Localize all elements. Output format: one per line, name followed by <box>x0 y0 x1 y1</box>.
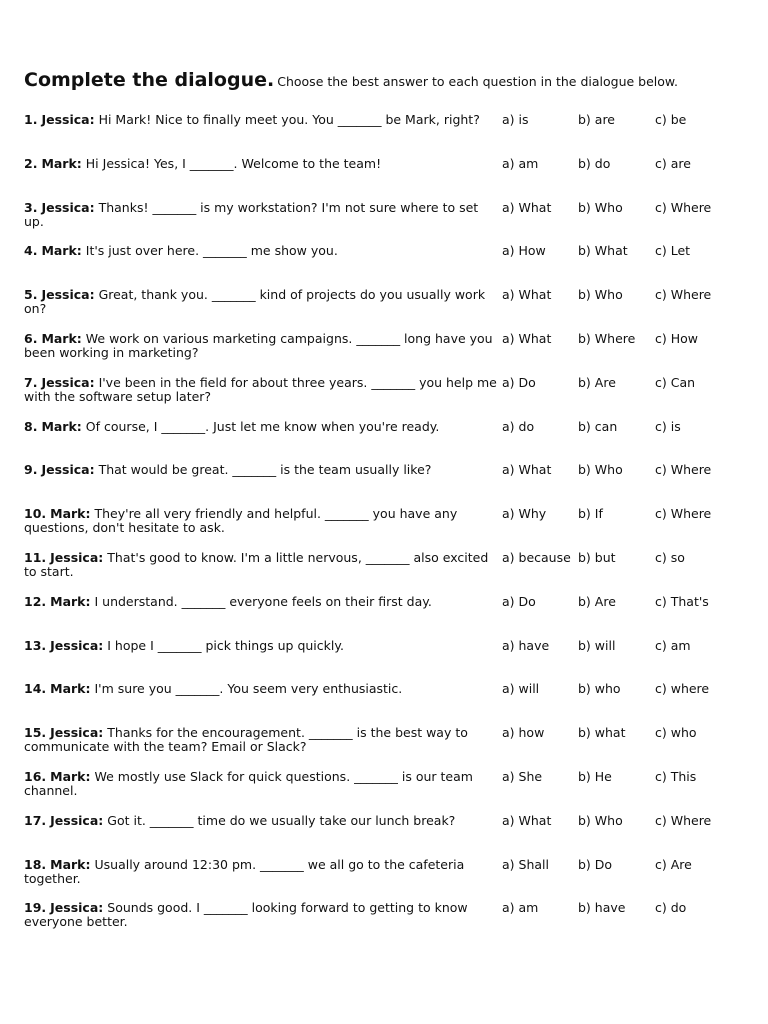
question-number: 16. <box>24 768 47 784</box>
speaker-name: Mark: <box>50 856 91 872</box>
question-text <box>24 463 498 477</box>
option-b: b) are <box>578 112 615 127</box>
question-row <box>24 770 744 814</box>
option-b: b) Who <box>578 199 623 215</box>
dialogue-line: Of course, I _______. Just let me know when you're ready. <box>85 418 440 434</box>
option-b: b) If <box>578 506 603 522</box>
speaker-name: Jessica: <box>41 374 95 390</box>
page-title <box>24 69 678 91</box>
speaker-name: Mark: <box>41 330 82 346</box>
question-number: 13. <box>24 637 47 653</box>
option-c: c) do <box>655 900 687 916</box>
question-text <box>24 376 498 404</box>
option-b: b) What <box>578 243 628 259</box>
dialogue-line: I've been in the field for about three years. _______ you help me with the software setup later? <box>24 374 497 404</box>
question-row <box>24 288 744 332</box>
option-a: a) how <box>502 725 545 741</box>
option-c: c) How <box>655 330 698 346</box>
question-row <box>24 244 744 288</box>
dialogue-line: Hi Jessica! Yes, I _______. Welcome to the team! <box>85 155 382 171</box>
option-b: b) Who <box>578 287 623 303</box>
question-text <box>24 814 498 828</box>
option-c: c) is <box>655 418 681 434</box>
question-number: 6. <box>24 330 38 346</box>
question-row <box>24 420 744 464</box>
option-b: b) Are <box>578 593 616 609</box>
question-row <box>24 376 744 420</box>
option-a: a) do <box>502 418 535 434</box>
question-text <box>24 639 498 653</box>
option-a: a) How <box>502 243 546 259</box>
option-a: a) because <box>502 549 571 565</box>
option-c: c) be <box>655 112 687 127</box>
worksheet-instructions: Choose the best answer to each question in the dialogue below. <box>277 74 678 89</box>
option-b: b) have <box>578 900 626 916</box>
question-text <box>24 682 498 696</box>
question-text <box>24 901 498 929</box>
option-a: a) Shall <box>502 856 549 872</box>
speaker-name: Jessica: <box>50 725 104 741</box>
question-text <box>24 420 498 434</box>
question-text <box>24 288 498 316</box>
question-number: 3. <box>24 199 38 215</box>
question-row <box>24 551 744 595</box>
option-a: a) am <box>502 155 539 171</box>
option-b: b) what <box>578 725 626 741</box>
option-b: b) do <box>578 155 611 171</box>
dialogue-line: Great, thank you. _______ kind of projects do you usually work on? <box>24 287 486 317</box>
dialogue-line: I'm sure you _______. You seem very enthusiastic. <box>94 681 403 697</box>
option-b: b) Are <box>578 374 616 390</box>
option-c: c) Where <box>655 287 712 303</box>
question-text <box>24 770 498 798</box>
question-text <box>24 507 498 535</box>
question-text <box>24 332 498 360</box>
option-a: a) What <box>502 812 552 828</box>
question-number: 5. <box>24 287 38 303</box>
question-row <box>24 113 744 157</box>
option-a: a) What <box>502 199 552 215</box>
option-a: a) Do <box>502 374 536 390</box>
question-text <box>24 726 498 754</box>
dialogue-line: It's just over here. _______ me show you. <box>85 243 338 259</box>
speaker-name: Jessica: <box>41 112 95 127</box>
option-b: b) Who <box>578 462 623 478</box>
option-b: b) but <box>578 549 616 565</box>
question-list <box>24 113 744 945</box>
option-c: c) where <box>655 681 710 697</box>
question-row <box>24 595 744 639</box>
question-number: 8. <box>24 418 38 434</box>
question-row <box>24 639 744 683</box>
speaker-name: Mark: <box>41 243 82 259</box>
speaker-name: Mark: <box>50 506 91 522</box>
option-c: c) That's <box>655 593 709 609</box>
option-b: b) He <box>578 768 612 784</box>
dialogue-line: They're all very friendly and helpful. _______ you have any questions, don't hesitate to ask. <box>24 506 458 536</box>
speaker-name: Jessica: <box>50 637 104 653</box>
question-text <box>24 551 498 579</box>
option-a: a) What <box>502 287 552 303</box>
option-a: a) is <box>502 112 529 127</box>
question-number: 1. <box>24 112 38 127</box>
dialogue-line: We mostly use Slack for quick questions. _______ is our team channel. <box>24 768 473 798</box>
question-row <box>24 463 744 507</box>
question-text <box>24 113 498 127</box>
option-a: a) What <box>502 462 552 478</box>
question-number: 7. <box>24 374 38 390</box>
option-c: c) am <box>655 637 691 653</box>
question-text <box>24 157 498 171</box>
question-row <box>24 201 744 245</box>
question-text <box>24 244 498 258</box>
option-b: b) will <box>578 637 616 653</box>
option-a: a) Do <box>502 593 536 609</box>
question-text <box>24 858 498 886</box>
option-b: b) Where <box>578 330 636 346</box>
option-a: a) Why <box>502 506 547 522</box>
option-c: c) who <box>655 725 697 741</box>
speaker-name: Jessica: <box>50 900 104 916</box>
option-a: a) have <box>502 637 550 653</box>
question-text <box>24 595 498 609</box>
speaker-name: Mark: <box>41 155 82 171</box>
worksheet-title: Complete the dialogue. <box>24 69 275 91</box>
dialogue-line: That's good to know. I'm a little nervous, _______ also excited to start. <box>24 549 489 579</box>
question-text <box>24 201 498 229</box>
dialogue-line: I hope I _______ pick things up quickly. <box>107 637 344 653</box>
question-row <box>24 726 744 770</box>
question-row <box>24 157 744 201</box>
question-row <box>24 901 744 945</box>
speaker-name: Mark: <box>50 593 91 609</box>
option-a: a) will <box>502 681 540 697</box>
option-c: c) This <box>655 768 697 784</box>
option-b: b) can <box>578 418 618 434</box>
option-c: c) Are <box>655 856 692 872</box>
question-row <box>24 332 744 376</box>
option-b: b) who <box>578 681 621 697</box>
question-number: 9. <box>24 462 38 478</box>
speaker-name: Mark: <box>50 768 91 784</box>
option-b: b) Who <box>578 812 623 828</box>
option-c: c) are <box>655 155 691 171</box>
question-number: 12. <box>24 593 47 609</box>
dialogue-line: Usually around 12:30 pm. _______ we all go to the cafeteria together. <box>24 856 465 886</box>
speaker-name: Jessica: <box>50 812 104 828</box>
question-number: 2. <box>24 155 38 171</box>
option-c: c) Where <box>655 812 712 828</box>
question-number: 4. <box>24 243 38 259</box>
option-c: c) so <box>655 549 685 565</box>
question-row <box>24 814 744 858</box>
option-c: c) Where <box>655 506 712 522</box>
question-number: 18. <box>24 856 47 872</box>
option-a: a) am <box>502 900 539 916</box>
dialogue-line: Sounds good. I _______ looking forward to getting to know everyone better. <box>24 900 468 930</box>
question-number: 11. <box>24 549 47 565</box>
option-a: a) What <box>502 330 552 346</box>
option-c: c) Can <box>655 374 696 390</box>
question-number: 19. <box>24 900 47 916</box>
question-number: 17. <box>24 812 47 828</box>
speaker-name: Mark: <box>41 418 82 434</box>
option-c: c) Where <box>655 462 712 478</box>
question-number: 15. <box>24 725 47 741</box>
option-b: b) Do <box>578 856 613 872</box>
speaker-name: Mark: <box>50 681 91 697</box>
speaker-name: Jessica: <box>41 199 95 215</box>
option-a: a) She <box>502 768 543 784</box>
speaker-name: Jessica: <box>41 287 95 303</box>
question-number: 10. <box>24 506 47 522</box>
question-row <box>24 682 744 726</box>
dialogue-line: We work on various marketing campaigns. _______ long have you been working in marketing? <box>24 330 493 360</box>
dialogue-line: Got it. _______ time do we usually take our lunch break? <box>107 812 456 828</box>
dialogue-line: Thanks! _______ is my workstation? I'm not sure where to set up. <box>24 199 479 229</box>
dialogue-line: Hi Mark! Nice to finally meet you. You _______ be Mark, right? <box>98 112 480 127</box>
option-c: c) Let <box>655 243 691 259</box>
question-row <box>24 858 744 902</box>
dialogue-line: Thanks for the encouragement. _______ is the best way to communicate with the team? Email or Slack? <box>24 725 468 755</box>
dialogue-line: That would be great. _______ is the team usually like? <box>98 462 432 478</box>
option-c: c) Where <box>655 199 712 215</box>
question-number: 14. <box>24 681 47 697</box>
dialogue-line: I understand. _______ everyone feels on their first day. <box>94 593 432 609</box>
speaker-name: Jessica: <box>50 549 104 565</box>
speaker-name: Jessica: <box>41 462 95 478</box>
question-row <box>24 507 744 551</box>
